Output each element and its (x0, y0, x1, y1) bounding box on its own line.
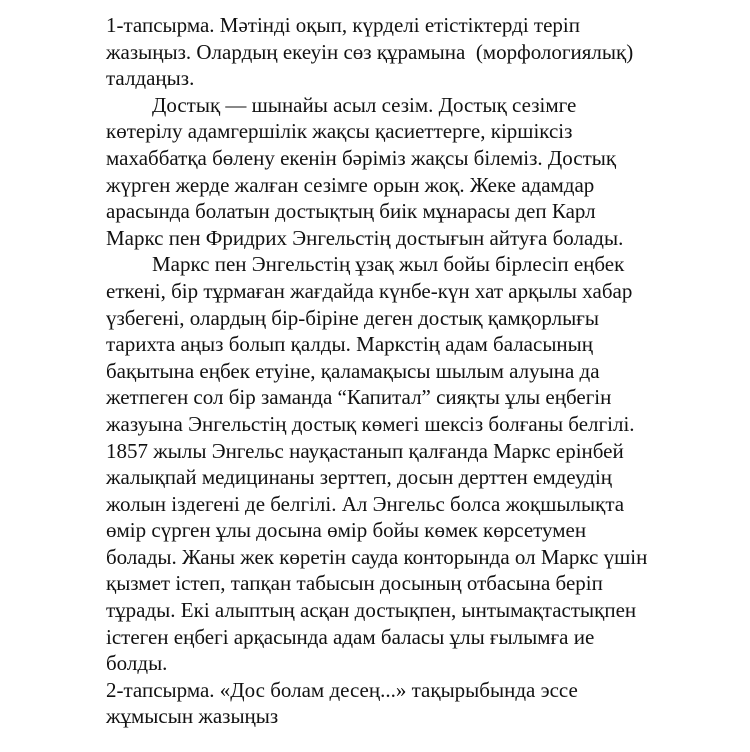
text-line: өмір сүрген ұлы досына өмір бойы көмек көрсетумен (106, 518, 587, 543)
text-line: істеген еңбегі арқасында адам баласы ұлы ғылымға ие (106, 624, 595, 649)
text-line: бақытына еңбек етуіне, қаламақысы шылым алуына да (106, 358, 600, 383)
text-line: болды. (106, 651, 168, 676)
text-line: Достық — шынайы асыл сезім. Достық сезімге (152, 92, 577, 117)
text-line: көтерілу адамгершілік жақсы қасиеттерге, кіршіксіз (106, 119, 573, 144)
task2-instruction (106, 677, 706, 730)
text-line: жүрген жерде жалған сезімге орын жоқ. Жеке адамдар (106, 172, 595, 197)
paragraph-friendship (106, 92, 706, 252)
text-line: талдаңыз. (106, 66, 195, 91)
text-line: арасында болатын достықтың биік мұнарасы деп Карл (106, 199, 596, 224)
text-line: 1-тапсырма. Мәтінді оқып, күрделі етістіктерді теріп (106, 13, 580, 37)
text-line: жазуына Энгельстің достық көмегі шексіз болғаны белгілі. (106, 411, 635, 436)
text-line: үзбегені, олардың бір-біріне деген достық қамқорлығы (106, 305, 599, 330)
text-line: жазыңыз. Олардың екеуін сөз құрамына (морфологиялық) (106, 39, 634, 64)
text-line: болады. Жаны жек көретін сауда конторында ол Маркс үшін (106, 544, 648, 569)
text-line: жалықпай медицинаны зерттеп, досын дерттен емдеудің (106, 465, 613, 490)
text-line: 2-тапсырма. «Дос болам десең...» тақырыбында эссе (106, 677, 578, 702)
text-line: тарихта аңыз болып қалды. Маркстің адам баласының (106, 332, 594, 357)
text-line: 1857 жылы Энгельс науқастанып қалғанда Маркс ерінбей (106, 438, 624, 463)
text-line: Маркс пен Фридрих Энгельстің достығын айтуға болады. (106, 225, 624, 250)
text-line: жолын іздегені де белгілі. Ал Энгельс болса жоқшылықта (106, 491, 625, 516)
document-text (106, 12, 706, 730)
text-line: Маркс пен Энгельстің ұзақ жыл бойы бірлесіп еңбек (152, 252, 625, 277)
paragraph-marx-engels (106, 251, 706, 677)
task1-instruction (106, 12, 706, 92)
text-line: жетпеген сол бір заманда “Капитал” сияқты ұлы еңбегін (106, 385, 612, 410)
text-line: еткені, бір тұрмаған жағдайда күнбе-күн хат арқылы хабар (106, 278, 633, 303)
text-line: махаббатқа бөлену екенін бәріміз жақсы білеміз. Достық (106, 145, 617, 170)
text-line: тұрады. Екі алыптың асқан достықпен, ынтымақтастықпен (106, 598, 637, 623)
text-line: жұмысын жазыңыз (106, 704, 279, 729)
text-line: қызмет істеп, тапқан табысын досының отбасына беріп (106, 571, 603, 596)
